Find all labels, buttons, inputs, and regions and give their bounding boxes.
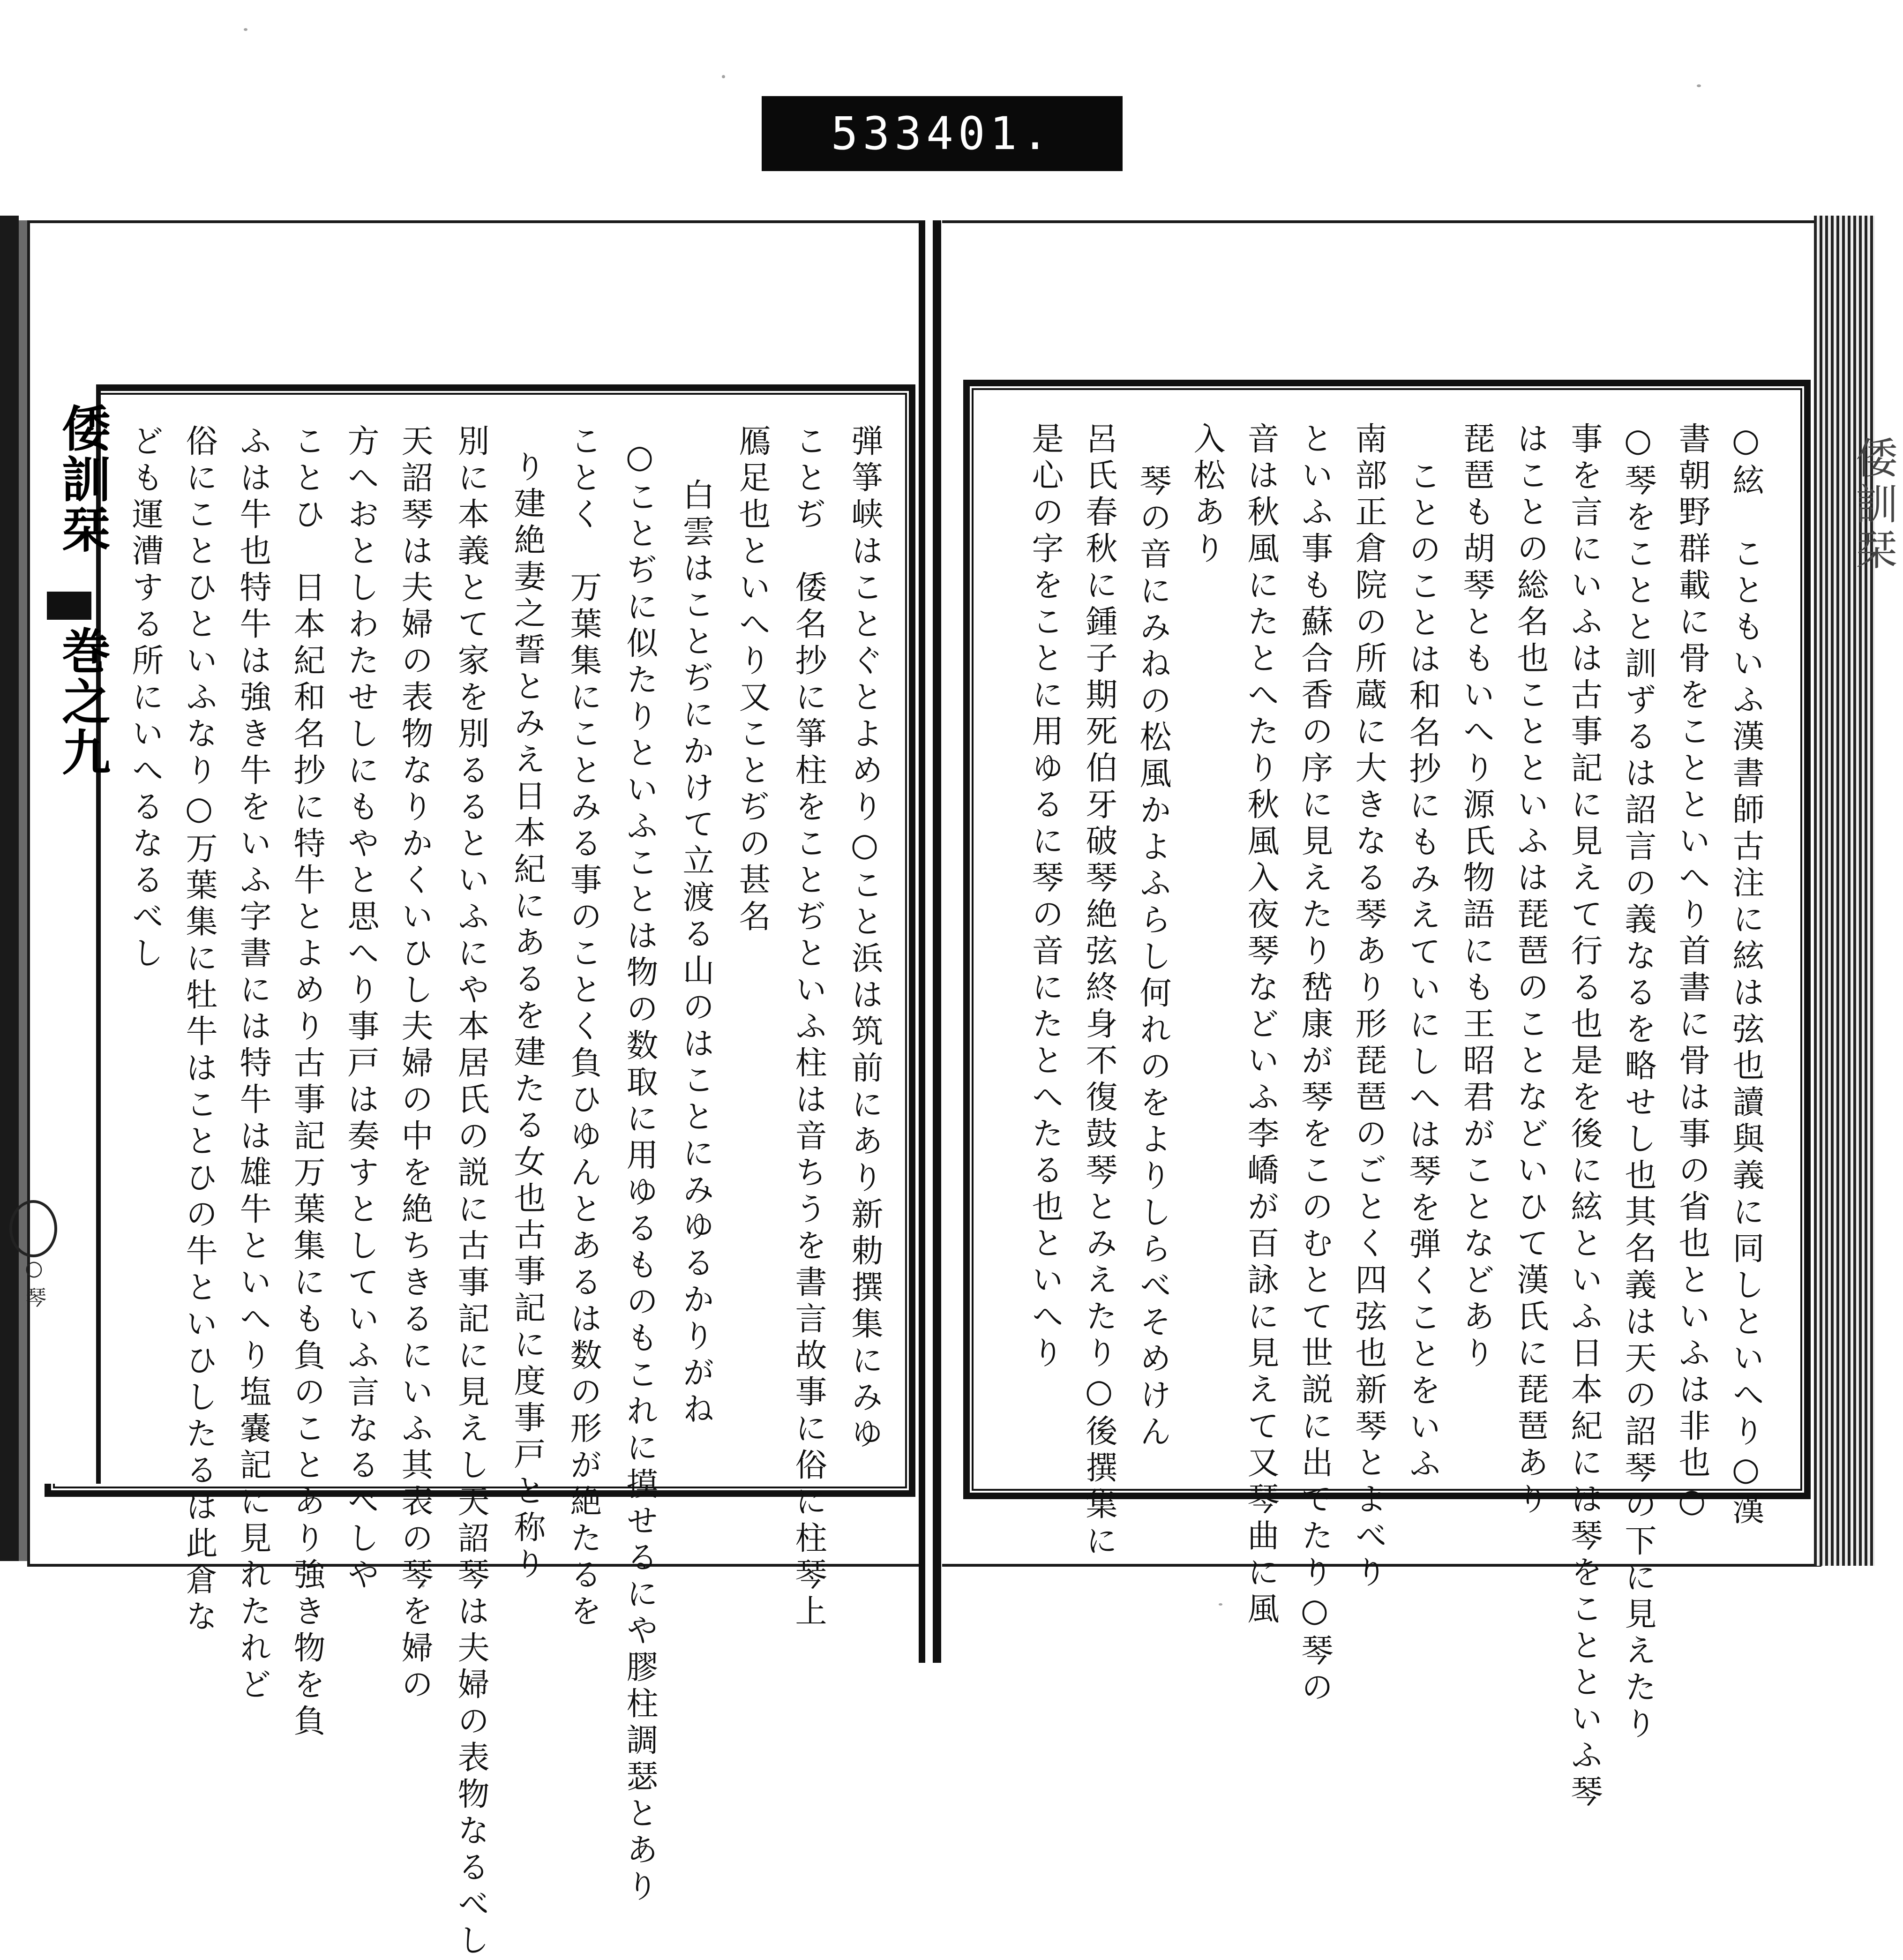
right-column-12: 琴の音にみねの松風かよふらし何れのをよりしらべそめけん [1134, 464, 1171, 1451]
left-column-10: 方へおとしわたせしにもやと思へり事戸は奏すとしていふ言なるべしや [342, 424, 379, 1594]
right-column-13: 呂氏春秋に鍾子期死伯牙破琴絶弦終身不復鼓琴とみえたり○後撰集に [1080, 422, 1117, 1561]
left-column-9: 天詔琴は夫婦の表物なりかくいひし夫婦の中を絶ちきるにいふ其表の琴を婦の [396, 424, 433, 1704]
catalog-number-second: 401. [926, 107, 1054, 160]
right-column-1: ○絃 こともいふ漢書師古注に絃は弦也讀與義に同しといへり○漢 [1727, 422, 1764, 1529]
left-column-8: 別に本義とて家を別るるといふにや本居氏の説に古事記に見えし天詔琴は夫婦の表物なるべし [452, 424, 489, 1960]
left-column-2: ことぢ 倭名抄に箏柱をことぢといふ柱は音ちうを書言故事に俗に柱琴上 [790, 424, 827, 1631]
right-edge-title: 倭訓栞 [1848, 436, 1897, 574]
margin-note: ○ 琴 [22, 1256, 46, 1307]
book-edge-left-inner [19, 220, 27, 1561]
title-divider-marker [47, 592, 91, 620]
book-edge-left [0, 216, 19, 1561]
margin-circle-mark [9, 1200, 57, 1257]
scan-noise [244, 28, 247, 31]
page-stack-right [1814, 216, 1875, 1566]
left-column-4: 白雲はことぢにかけて立渡る山のはことにみゆるかりがね [677, 478, 714, 1429]
left-column-6: ことく 万葉集にことみる事のことく負ひゆんとあるは数の形が絶たるを [565, 424, 602, 1631]
left-column-11: ことひ 日本紀和名抄に特牛とよめり古事記万葉集にも負のことあり強き物を負 [288, 424, 325, 1741]
right-column-8: 南部正倉院の所蔵に大きなる琴あり形琵琶のごとく四弦也新琴とよべり [1350, 422, 1387, 1592]
book-spine [919, 220, 941, 1663]
right-column-14: 是心の字をことに用ゆるに琴の音にたとへたる也といへり [1026, 422, 1064, 1373]
left-column-13: 俗にことひといふなり○万葉集に牡牛はことひの牛といひしたるは此倉な [180, 424, 217, 1636]
right-column-7: ことのことは和名抄にもみえていにしへは琴を弾くことをいふ [1404, 459, 1441, 1483]
left-column-1: 弾箏峡はことぐとよめり○こと浜は筑前にあり新勅撰集にみゆ [846, 424, 883, 1453]
right-column-4: 事を言にいふは古事記に見えて行る也是を後に絃といふ日本紀には琴をことといふ琴 [1566, 422, 1603, 1811]
left-column-12: ふは牛也特牛は強き牛をいふ字書には特牛は雄牛といへり塩嚢記に見れたれど [234, 424, 271, 1704]
right-column-2: 書朝野群載に骨をことといへり首書に骨は事の省也といふは非也○ [1673, 422, 1710, 1524]
left-column-7: り建絶妻之誓とみえ日本紀にあるを建たる女也古事記に度事戸と称り [509, 450, 546, 1584]
right-column-3: ○琴をことと訓ずるは詔言の義なるを略せし也其名義は天の詔琴の下に見えたり [1619, 422, 1656, 1743]
volume-title [47, 626, 117, 778]
volume-title-text: 巻之九 [53, 626, 111, 778]
right-column-9: といふ事も蘇合香の序に見えたり嵆康が琴をこのむとて世説に出でたり○琴の [1296, 422, 1333, 1707]
scan-noise [722, 75, 725, 78]
left-column-3: 鴈足也といへり又ことぢの甚名 [734, 424, 771, 936]
scan-noise [1219, 1603, 1222, 1606]
catalog-number-label [762, 96, 1123, 171]
right-column-11: 入松あり [1188, 422, 1225, 568]
right-column-5: はことの総名也ことといふは琵琶のことなどいひて漢氏に琵琶あり [1512, 422, 1549, 1519]
right-column-10: 音は秋風にたとへたり秋風入夜琴などいふ李嶠が百詠に見えて又琴曲に風 [1242, 422, 1279, 1629]
left-column-5: ○ことぢに似たりといふことは物の数取に用ゆるものもこれに摸せるにや膠柱調瑟とあり [621, 438, 658, 1906]
book-title [47, 403, 117, 555]
scan-noise [1697, 84, 1701, 87]
catalog-number-first: 533 [831, 107, 927, 160]
book-title-main: 倭訓栞 [53, 403, 111, 555]
right-column-6: 琵琶も胡琴ともいへり源氏物語にも王昭君がことなどあり [1458, 422, 1495, 1373]
left-column-14: ども運漕する所にいへるなるべし [127, 424, 164, 973]
